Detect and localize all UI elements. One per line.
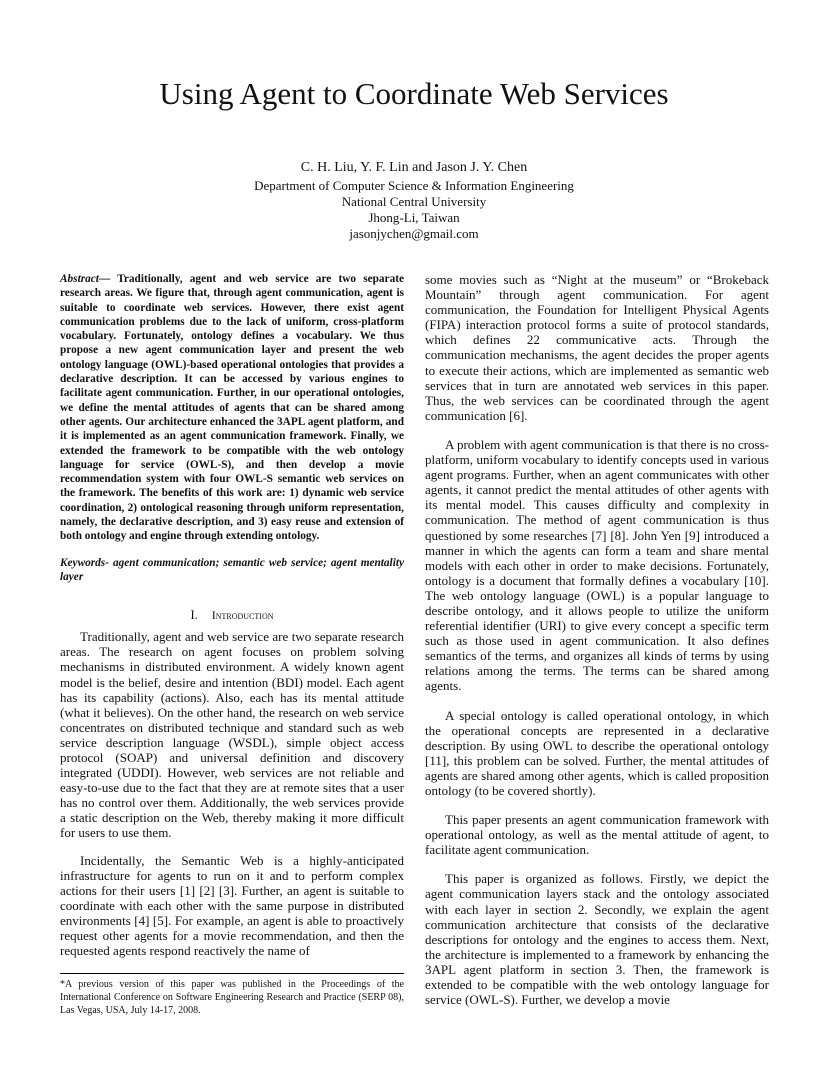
section-heading-introduction xyxy=(60,608,404,623)
abstract-label: Abstract xyxy=(60,273,99,285)
keywords-text: agent communication; semantic web service; agent mentality layer xyxy=(60,556,404,583)
footnote: *A previous version of this paper was published in the Proceedings of the International Conference on Software Engineering Research and Practice (SERP 08), Las Vegas, USA, July 14-17, 2008. xyxy=(60,973,404,1017)
abstract-text: — Traditionally, agent and web service are two separate research areas. We figure that, through agent communication, agent is suitable to coordinate web services. However, there exist agent communication problems due to the lack of uniform, cross-platform vocabulary. Fortunately, ontology defines a vocabulary. We thus propose a new agent communication layer and present the web ontology language (OWL)-based operational ontologies that provides a declarative description. It can be accessed by various engines to facilitate agent communication. Further, in our operational ontologies, we define the mental attitudes of agents that can be shared among other agents. Our architecture enhanced the 3APL agent platform, and it is implemented as an agent communication framework. Finally, we extended the framework to be compatible with the web ontology language for service (OWL-S), and then develop a movie recommendation system with four OWL-S semantic web services on the framework. The benefits of this work are: 1) dynamic web service coordination, 2) ontological reasoning through uniform representation, namely, the declarative description, and 3) easy reuse and extension of both ontology and engine through extending ontology. xyxy=(60,273,404,543)
abstract xyxy=(60,272,404,544)
paper-title: Using Agent to Coordinate Web Services xyxy=(159,76,669,111)
paragraph: Traditionally, agent and web service are two separate research areas. The research on agent focuses on problem solving mechanisms in distributed environment. A widely known agent model is the belief, desire and intention (BDI) model. Each agent has its capability (actions). Also, each has its mental attitude (what it believes). On the other hand, the research on web service concentrates on distributed technique and standard such as web service description language (WSDL), simple object access protocol (SOAP) and universal definition and discovery integrated (UDDI). However, web services are not reliable and easy-to-use due to the fact that they are at remote sites that a user has no control over them. Additionally, the web services provide a static description on the Web, thereby making it more difficult for users to use them. xyxy=(60,629,404,841)
paragraph: A problem with agent communication is that there is no cross-platform, uniform vocabulary to identify concepts used in various agent programs. Further, when an agent communicates with other agents, it cannot predict the mental attitudes of other agents with its mental model. This causes difficulty and complexity in communication. The method of agent communication is thus questioned by some researches [7] [8]. John Yen [9] introduced a manner in which the agents can form a team and share mental models with each other in order to make decisions. Fortunately, ontology is a document that formally defines a vocabulary [10]. The web ontology language (OWL) is a popular language to describe ontology, and it allows people to utilize the uniform referential identifier (URI) to give every concept a specific term such as those used in agent communication. It also defines semantics of the terms, and organizes all kinds of terms by using relations among the terms. The terms can be shared among agents. xyxy=(425,436,769,694)
affiliation-department: Department of Computer Science & Information Engineering xyxy=(254,178,574,193)
paragraph: Incidentally, the Semantic Web is a highly-anticipated infrastructure for agents to run on it and to perform complex actions for their users [1] [2] [3]. Further, an agent is suitable to coordinate with each other with the same purpose in distributed environments [4] [5]. For example, an agent is able to proactively request other agents for a movie recommendation, and then the requested agents respond reactively the name of xyxy=(60,852,404,959)
paragraph: some movies such as “Night at the museum” or “Brokeback Mountain” through agent communication. For agent communication, the Foundation for Intelligent Physical Agents (FIPA) interaction protocol forms a suite of protocol standards, which defines 22 communicative acts. Through the communication mechanisms, the agent decides the proper agents to execute their actions, which are implemented as semantic web services that in turn are annotated web services in this paper. Thus, the web services can be coordinated through the agent communication [6]. xyxy=(425,272,769,423)
section-title: Introduction xyxy=(211,608,274,623)
affiliation-location: Jhong-Li, Taiwan xyxy=(368,210,460,225)
affiliation-block xyxy=(0,178,828,242)
author-list: C. H. Liu, Y. F. Lin and Jason J. Y. Chen xyxy=(300,160,528,175)
keywords-label: Keywords- xyxy=(60,556,109,569)
affiliation-email: jasonjychen@gmail.com xyxy=(349,226,479,241)
introduction-body-right xyxy=(425,272,769,1007)
right-column xyxy=(425,272,769,1007)
paragraph: This paper is organized as follows. Firstly, we depict the agent communication layers stack and the ontology associated with each layer in section 2. Secondly, we explain the agent communication architecture that consists of the declarative descriptions for ontology and the engines to access them. Next, the architecture is implemented to a framework by enhancing the 3APL agent platform in section 3. Then, the framework is extended to be compatible with the web ontology language for service (OWL-S). Further, we develop a movie xyxy=(425,871,769,1008)
affiliation-university: National Central University xyxy=(341,194,487,209)
paragraph: This paper presents an agent communication framework with operational ontology, as well as the mental attitude of agent, to facilitate agent communication. xyxy=(425,812,769,858)
left-column xyxy=(60,272,404,958)
introduction-body-left xyxy=(60,629,404,958)
keywords xyxy=(60,556,404,585)
section-number: I. xyxy=(190,608,198,623)
paragraph: A special ontology is called operational ontology, in which the operational concepts are represented in a declarative description. By using OWL to describe the operational ontology [11], this problem can be solved. Further, the mental attitudes of agents are shared among other agents, which is called proposition ontology (to be covered shortly). xyxy=(425,707,769,798)
